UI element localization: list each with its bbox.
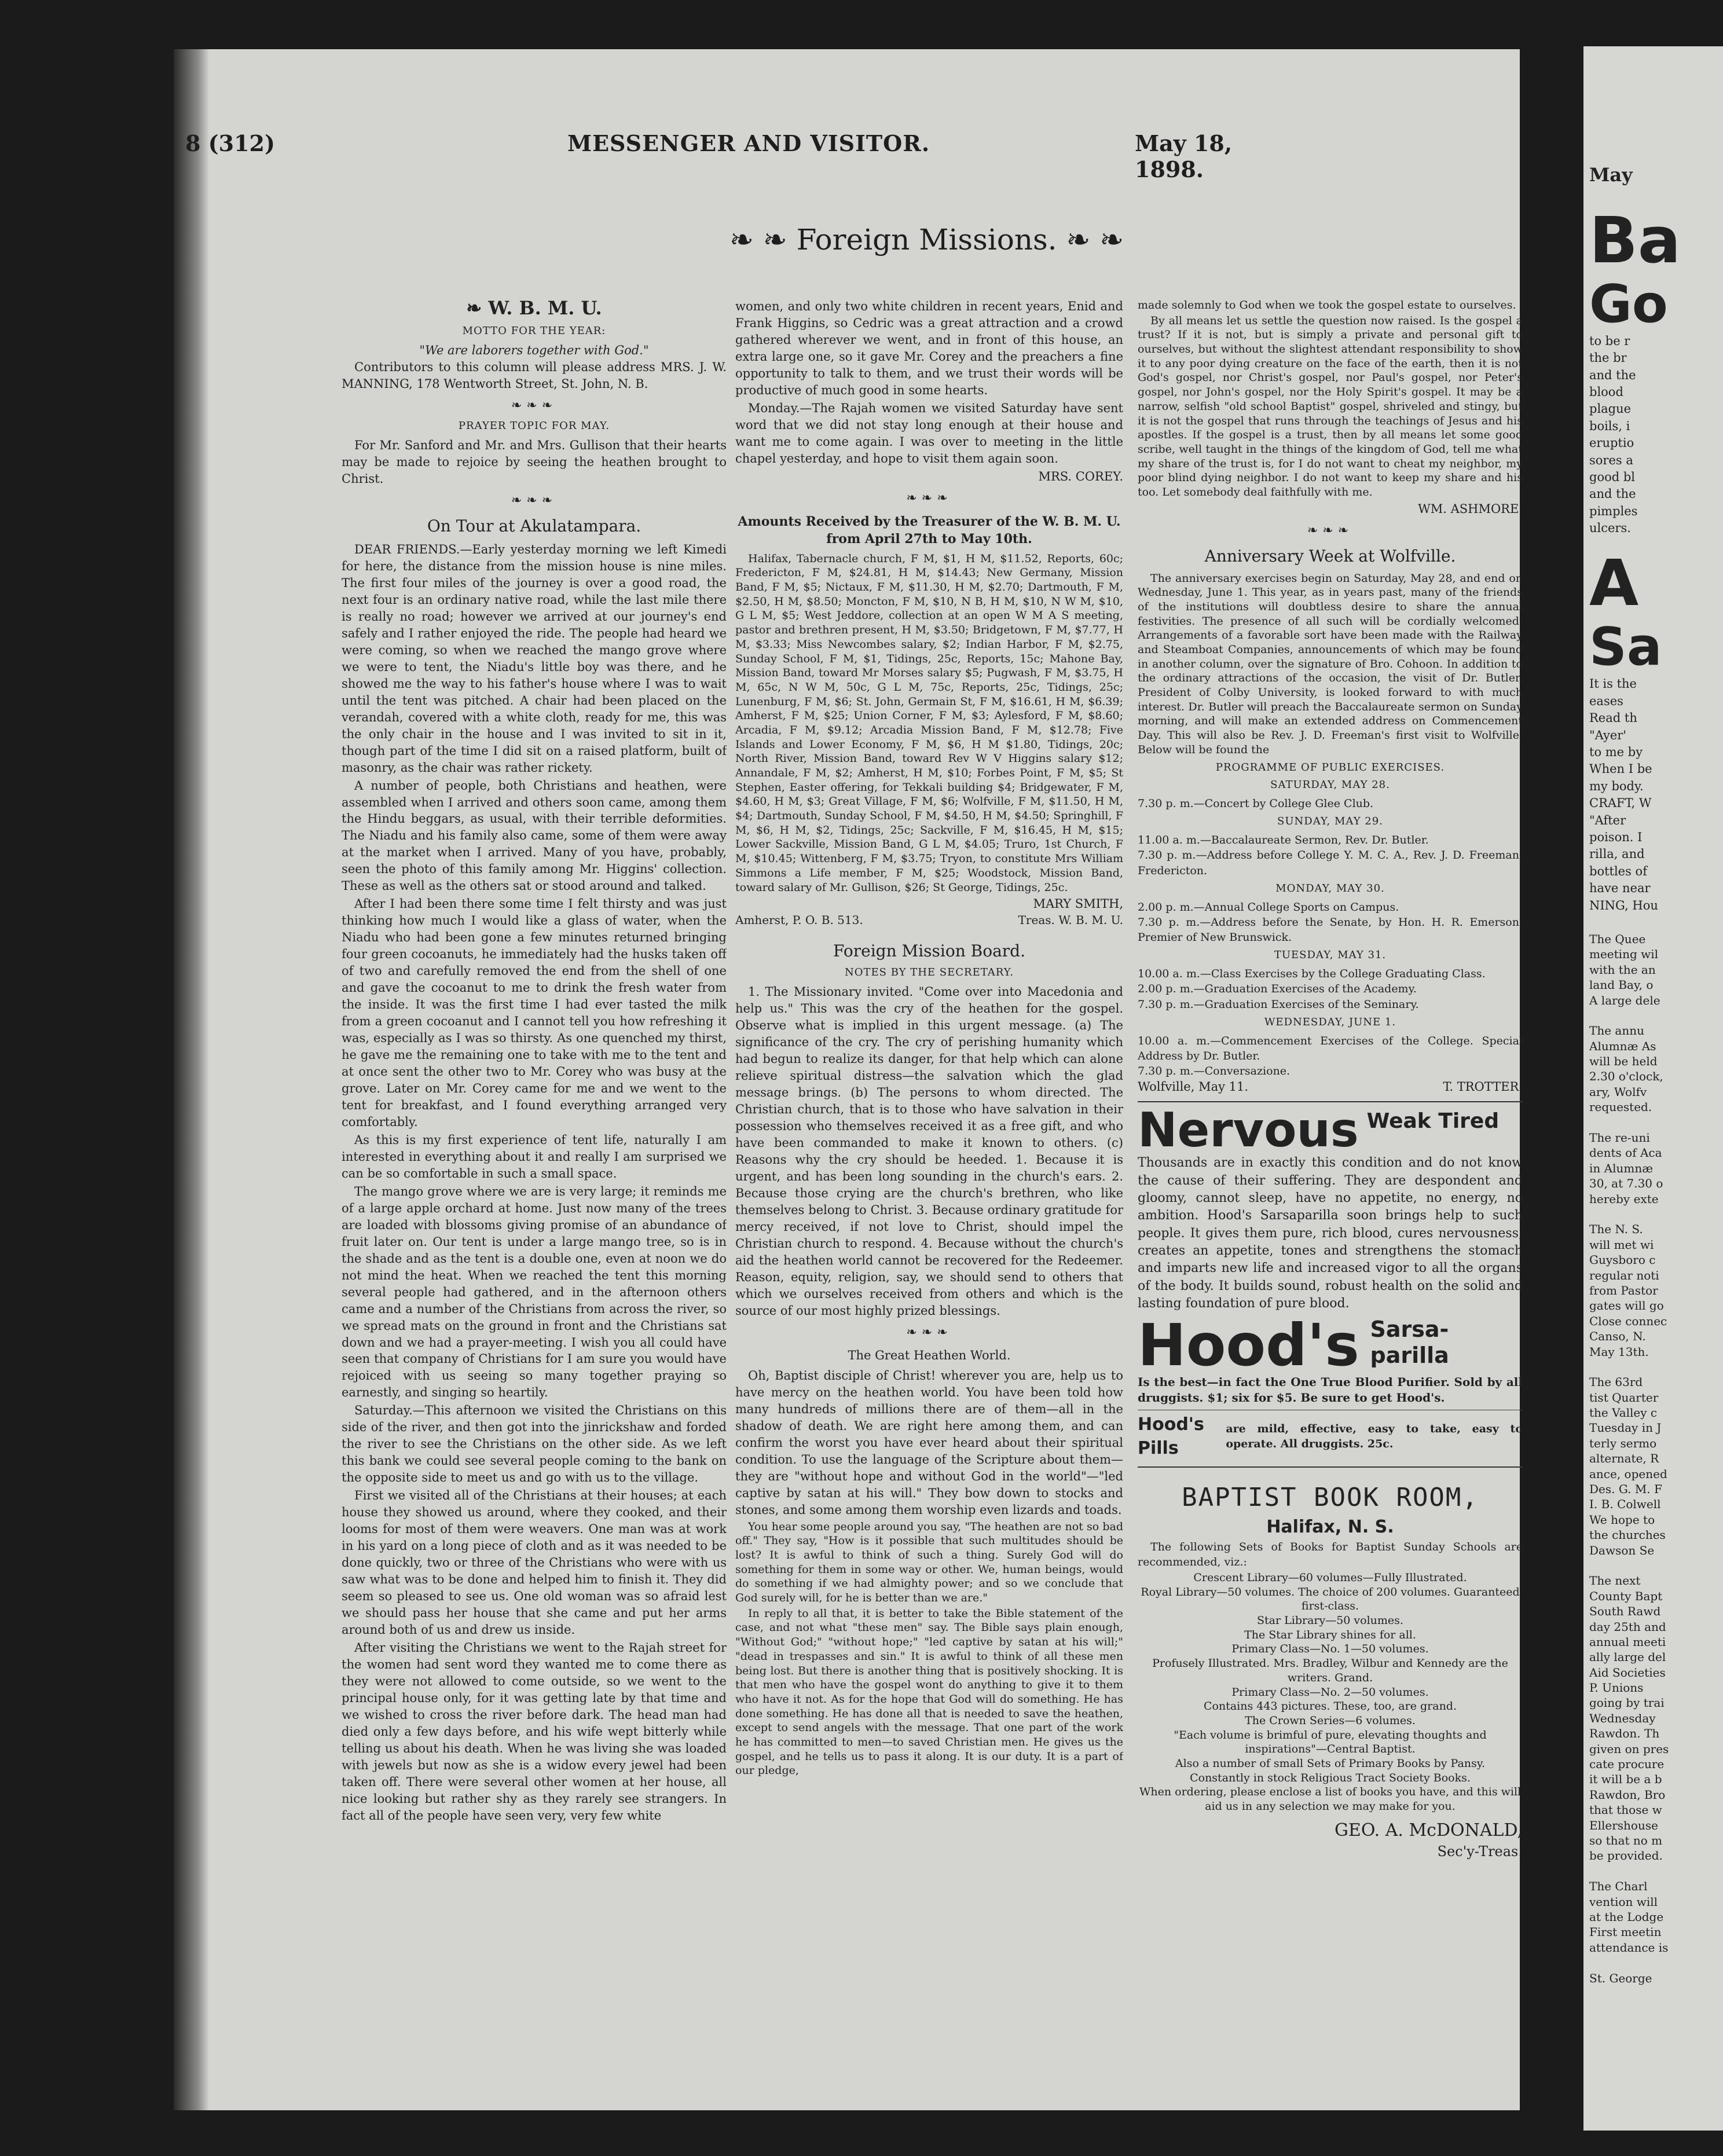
facing-text-line: May 13th. [1589,1344,1649,1359]
facing-text-line: land Bay, o [1589,978,1654,992]
facing-text-line [1589,1955,1723,1970]
signature: WM. ASHMORE. [1418,501,1523,516]
facing-text-line: When I be [1589,762,1652,776]
facing-text-line: hereby exte [1589,1191,1659,1206]
leaf-ornament-icon: ❧ [466,297,489,319]
bookroom-item: Royal Library—50 volumes. The choice of 200 volumes. Guaranteed first-class. [1141,1585,1520,1613]
prayer-topic-text: For Mr. Sanford and Mr. and Mrs. Gullison that their hearts may be made to rejoice by seeing the heathen brought to Christ. [342,438,727,486]
article-paragraph: By all means let us settle the question now raised. Is the gospel a trust? If it is not, but is simply a private and personal gift to ourselves, but without the slightest attendant responsibility to show it to any poor dying creature on the face of the earth, then it is not God's gospel, nor Christ's gospel, nor Paul's gospel, nor Peter's gospel, nor John's gospel, nor the Holy Spirit's gospel. It may be a narrow, selfish "old school Baptist" gospel, shriveled and stingy, but it is not the gospel that runs through the teachings of Jesus and his apostles. If the gospel is a trust, then by all means let some good scribe, well taught in the things of the kingdom of God, tell me what my share of the trust is, for I do not want to cheat my neighbor, my poor blind dying neighbor. I do not want to keep my share and his too. Let somebody deal faithfully with me. [1138,314,1523,498]
bookroom-item: Crescent Library—60 volumes—Fully Illustrated. [1193,1571,1467,1585]
facing-text-line: vention will [1589,1894,1658,1909]
bookroom-item: Also a number of small Sets of Primary Books by Pansy. [1175,1757,1486,1770]
treasurer-title: Treas. W. B. M. U. [1018,913,1123,927]
programme-line: 7.30 p. m.—Concert by College Glee Club. [1138,797,1374,811]
programme-line: 7.30 p. m.—Address before the Senate, by Hon. H. R. Emerson, Premier of New Brunswick. [1138,915,1523,944]
fmb-subheading: NOTES BY THE SECRETARY. [844,966,1014,979]
facing-text-line: "Ayer' [1589,728,1627,742]
bookroom-item: Constantly in stock Religious Tract Society Books. [1190,1771,1471,1784]
facing-text-line: good bl [1589,470,1636,484]
facing-text-line: and the [1589,487,1636,501]
facing-headline: A [1589,546,1639,621]
facing-text-line: CRAFT, W [1589,796,1652,811]
facing-text-line: Close connec [1589,1314,1667,1328]
facing-headline: Ba [1589,203,1681,277]
fmb-heading: Foreign Mission Board. [833,941,1025,960]
facing-text-line: the br [1589,351,1627,365]
anniversary-text: The anniversary exercises begin on Saturday, May 28, and end on Wednesday, June 1. This year, as in years past, many of the friends of the institutions will doubtless desire to share the annual festivities. The presence of all such will be cordially welcomed. Arrangements of a favorable sort have been made with the Railway and Steamboat Companies, announcements of which may be found in another column, over the signature of Bro. Cohoon. In addition to the ordinary attractions of the occasion, the visit of Dr. Butler, President of Colby University, is looked forward to with much interest. Dr. Butler will preach the Baccalaureate sermon on Sunday morning, and will make an extended address on Commencement Day. This will also be Rev. J. D. Freeman's first visit to Wolfville. Below will be found the [1138,571,1523,756]
programme-day: MONDAY, MAY 30. [1275,882,1385,894]
signature: MRS. COREY. [1038,469,1123,483]
programme-line: 7.30 p. m.—Address before College Y. M. C. A., Rev. J. D. Freeman, Fredericton. [1138,849,1523,877]
article-paragraph: women, and only two white children in recent years, Enid and Frank Higgins, so Cedric was a great attraction and a crowd gathered wherever we went, and in front of this house, an extra large one, so it gave Mr. Corey and the preachers a fine opportunity to talk to them, and we trust their words will be productive of much good in some hearts. [735,299,1123,397]
facing-text-line: The N. S. [1589,1222,1643,1237]
facing-text-line: The Quee [1589,932,1646,946]
facing-text-line: Read th [1589,711,1637,725]
facing-text-line: 2.30 o'clock, [1589,1069,1663,1084]
programme-day: SUNDAY, MAY 29. [1277,815,1383,828]
programme-day: SATURDAY, MAY 28. [1270,779,1390,791]
leaf-ornament-icon: ❧ ❧ [729,223,797,256]
facing-text-line: St. George [1589,1971,1652,1985]
bookroom-item: Contains 443 pictures. These, too, are grand. [1203,1700,1457,1713]
facing-text-line [1589,1558,1723,1573]
wbmu-heading: ❧ W. B. M. U. [466,297,602,319]
facing-page-column [1589,162,1723,2131]
programme-line: 11.00 a. m.—Baccalaureate Sermon, Rev. Dr. Butler. [1138,834,1429,847]
ad-headline-nervous: Nervous [1138,1103,1359,1158]
facing-text-line [1589,1008,1723,1023]
heathen-heading: The Great Heathen World. [848,1348,1011,1362]
nervous-advertisement [1138,1101,1523,1460]
facing-text-line: Rawdon. Th [1589,1726,1660,1741]
facing-text-line: pimples [1589,504,1638,518]
facing-text-line: ance, opened [1589,1466,1667,1481]
facing-text-line: NING, Hou [1589,898,1658,912]
facing-text-line: be provided. [1589,1849,1663,1863]
bookroom-signature: GEO. A. McDONALD, [1334,1820,1523,1840]
facing-text-line: It is the [1589,677,1637,691]
facing-text-line: the churches [1589,1528,1666,1542]
prayer-topic-heading: PRAYER TOPIC FOR MAY. [458,420,610,432]
facing-text-line: P. Unions [1589,1681,1644,1695]
article-paragraph: As this is my first experience of tent life, naturally I am interested in everything about it and really I am surprised we can be so comfortable in such a small space. [342,1132,727,1180]
ornament-divider-icon: ❧❧❧ [511,398,558,413]
facing-text-line: Rawdon, Bro [1589,1787,1666,1802]
facing-text-line: Ellershouse [1589,1818,1658,1832]
facing-text-line: boils, i [1589,419,1630,433]
facing-text-line: annual meeti [1589,1634,1666,1649]
bookroom-item: Primary Class—No. 2—50 volumes. [1231,1685,1429,1699]
ad-headline-hoods: Hood's [1138,1311,1359,1379]
treasurer-line [735,912,1123,929]
facing-text-line: have near [1589,881,1651,896]
bookroom-intro: The following Sets of Books for Baptist Sunday Schools are recommended, viz.: [1138,1540,1523,1568]
facing-text-line: County Bapt [1589,1589,1663,1603]
article-paragraph: After I had been there some time I felt thirsty and was just thinking how much I would like a glass of water, when the Niadu who had been gone a few minutes returned bringing four green cocoanuts, he immediately had the husks taken off of two and carefully removed the end from the shell of one and gave the cocoanut to me to drink the fresh water from the inside. It was the first time I had ever tasted the milk from a green cocoanut and I cannot tell you how refreshing it was, especially as I was so thirsty. As one quenched my thirst, he gave me the remaining one to take with me to the tent and at once sent the other two to Mr. Corey who was busy at the grove. Later on Mr. Corey came for me and we went to the tent for breakfast, and I found everything arranged very comfortably. [342,897,727,1129]
article-paragraph: A number of people, both Christians and heathen, were assembled when I arrived and others soon came, among them the Hindu beggars, as usual, with their terrible deformities. The Niadu and his family also came, some of them were away at the market when I arrived. Many of you have, probably, seen the photo of this family among Mr. Higgins' collection. These as well as the others sat or stood around and talked. [342,778,727,893]
programme-line: 7.30 p. m.—Graduation Exercises of the Seminary. [1138,998,1419,1011]
article-paragraph: First we visited all of the Christians at their houses; at each house they showed us around, where they cooked, and their looms for most of them were weavers. One man was at work in his yard on a long piece of cloth and as it was needed to be done quickly, two or three of the Christians who were with us saw what was to be done and helped him to finish it. They did seem so pleased to see us. One old woman was so afraid lest we should pass her house that she came and put her arms around both of us and drew us inside. [342,1488,727,1637]
programme-day: WEDNESDAY, JUNE 1. [1264,1015,1396,1028]
article-paragraph: Monday.—The Rajah women we visited Saturday have sent word that we did not stay long enough at their house and want me to come again. I was over to meeting in the little chapel yesterday, and hope to visit them again soon. [735,401,1123,465]
facing-headline: Go [1589,273,1668,335]
ornament-divider-icon: ❧❧❧ [906,490,952,505]
article-paragraph: After visiting the Christians we went to the Rajah street for the women had sent word they wanted me to come there as they were not allowed to come outside, so we went to the principal house only, for it was getting late by that time and we wished to cross the river before dark. The head man had died only a few days before, and his wife wept bitterly while telling us about his death. When he was living she was loaded with jewels but now as she is a widow every jewel had been taken off. There were several other women at her house, all nice looking but rather shy as they rarely see strangers. In fact all of the people have seen very, very few white [342,1640,727,1823]
facing-text-line: cate procure [1589,1757,1665,1772]
facing-text-line: The Charl [1589,1879,1648,1894]
article-paragraph: Oh, Baptist disciple of Christ! wherever you are, help us to have mercy on the heathen world. You have been told how many hundreds of millions there are of them—all in the shadow of death. We are right here among them, and can confirm the worst you have ever heard about their spiritual condition. To use the language of the Scripture about them—they are "without hope and without God in the world"—"led captive by satan at his will." They bow down to stocks and stones, and some among them worship even lizards and toads. [735,1368,1123,1517]
facing-text-line: eases [1589,694,1623,708]
bookroom-item: "Each volume is brimful of pure, elevating thoughts and inspirations"—Central Baptist. [1174,1728,1487,1756]
facing-text-line: First meetin [1589,1925,1662,1939]
facing-text-line: attendance is [1589,1940,1669,1955]
facing-text-line: will be held [1589,1054,1658,1069]
facing-text-line: ary, Wolfv [1589,1084,1647,1099]
article-paragraph: In reply to all that, it is better to take the Bible statement of the case, and not what "these men" say. The Bible says plain enough, "Without God;" "without hope;" "led captive by satan at his will;" "dead in trespasses and sin." It is awful to think of all these men being lost. But there is another thing that is positively shocking. It is that men who have the gospel wont do anything to give it to them who have it not. As for the hope that God will do something. He has done something. He has done all that is needed to save the heathen, except to send angels with the message. That one part of the work he has committed to men—to saved Christian men. He gives us the gospel, and he tells us to pass it along. It is our duty. It is a part of our pledge, [735,1607,1123,1777]
facing-text-line [1589,1207,1723,1222]
book-spine [174,49,208,2110]
amounts-list: Halifax, Tabernacle church, F M, $1, H M, $11.52, Reports, 60c; Fredericton, F M, $24.81, H M, $14.43; New Germany, Mission Band, F M, $5; Nictaux, F M, $11.30, H M, $2.70; Dartmouth, F M, $2.50, H M, $8.50; Moncton, F M, $10, N B, H M, $10, N W M, $10, G L M, $5; West Jeddore, collection at an open W M A S meeting, pastor and brethren present, H M, $3.50; Bridgetown, F M, $7.77, H M, $3.33; Miss Newcombes salary, $2; Indian Harbor, F M, $2.75, Sunday School, F M, $1, Tidings, 25c, Reports, 15c; Mahone Bay, Mission Band, toward Mr Morses salary $5; Pugwash, F M, $3.75, H M, 65c, N W M, 50c, G L M, 75c, Reports, 25c, Tidings, 25c; Lunenburg, F M, $6; St. John, Germain St, F M, $16.61, H M, $6.39; Amherst, F M, $25; Union Corner, F M, $3; Aylesford, F M, $8.60; Arcadia, F M, $9.12; Arcadia Mission Band, F M, $12.78; Five Islands and Lower Economy, F M, $6, H M $1.80, Tidings, 20c; North River, Mission Band, toward Rev W V Higgins salary $12; Annandale, F M, $2; Amherst, H M, $10; Forbes Point, F M, $5; St Stephen, Easter offering, for Tekkali building $4; Bridgewater, F M, $4.60, H M, $3; Great Village, F M, $6; Wolfville, F M, $11.50, H M, $4; Dartmouth, Sunday School, F M, $4.50, H M, $4.50; Springhill, F M, $6, H M, $2, Tidings, 25c; Sackville, F M, $16.45, H M, $15; Lower Sackville, Mission Band, G L M, $4.05; Truro, 1st Church, F M, $10.45; Wittenberg, F M, $3.75; Tryon, to constitute Mrs William Simmons a Life member, F M, $25; Woodstock, Mission Band, toward salary of Mr. Gullison, $26; St George, Tidings, 25c. [735,552,1123,894]
page-number: 8 (312) [185,130,275,156]
facing-text-line: requested. [1589,1100,1652,1114]
facing-text-line: at the Lodge [1589,1909,1664,1924]
facing-text-line: alternate, R [1589,1451,1659,1466]
facing-text-line: Aid Societies [1589,1665,1666,1680]
newspaper-title: MESSENGER AND VISITOR. [567,130,930,156]
bookroom-place: Halifax, N. S. [1266,1517,1394,1538]
facing-text-line: poison. I [1589,830,1643,844]
bookroom-signature-title: Sec'y-Treas. [1437,1843,1523,1860]
ad-headline-weak-tired: Weak Tired [1366,1109,1500,1134]
column-2 [735,298,1123,2035]
facing-text-line: "After [1589,813,1626,827]
facing-text-line: 30, at 7.30 o [1589,1176,1663,1191]
facing-text-line: The 63rd [1589,1375,1643,1389]
programme-line: 10.00 a. m.—Commencement Exercises of the College. Special Address by Dr. Butler. [1138,1034,1523,1062]
programme-schedule [1138,778,1523,1079]
article-paragraph: The mango grove where we are is very large; it reminds me of a large apple orchard at home. Just now many of the trees are loaded with blossoms giving promise of an abundance of fruit later on. Our tent is under a large mango tree, so is in the shade and as the tent is a double one, even at noon we do not mind the heat. When we reached the tent this morning several people had gathered, and in the afternoon others came and a number of the Christians from across the river, so we spread mats on the ground in front and the Christians sat down and we had a prayer-meeting. I wish you all could have seen that company of Christians for I am sure you would have rejoiced with us seeing so many together praying so earnestly, and singing so heartily. [342,1184,727,1400]
ad-tagline: Is the best—in fact the One True Blood Purifier. Sold by all druggists. $1; six for $5. Be sure to get Hood's. [1138,1374,1523,1405]
facing-text-line: We hope to [1589,1512,1655,1527]
facing-text-line: plague [1589,402,1632,416]
facing-text-line: given on pres [1589,1741,1669,1756]
contributors-note: Contributors to this column will please address MRS. J. W. MANNING, 178 Wentworth Street, St. John, N. B. [342,360,727,391]
issue-date: May 18, 1898. [1135,130,1233,182]
leaf-ornament-icon: ❧ ❧ [1057,223,1124,256]
facing-text-line: day 25th and [1589,1619,1666,1634]
bookroom-list [1138,1571,1523,1814]
facing-text-block [1589,676,1723,914]
facing-text-line [1589,1115,1723,1130]
programme-line: 2.00 p. m.—Graduation Exercises of the Academy. [1138,982,1417,996]
facing-text-line: Alumnæ As [1589,1039,1656,1053]
facing-text-line: Wednesday [1589,1711,1656,1725]
treasurer-address: Amherst, P. O. B. 513. [735,913,863,927]
facing-text-line: The re-uni [1589,1131,1650,1145]
facing-text-line: eruptio [1589,436,1634,450]
facing-text-line: Tuesday in J [1589,1421,1662,1435]
facing-text-line: will met wi [1589,1237,1654,1252]
facing-text-line: so that no m [1589,1834,1663,1847]
article-paragraph: You hear some people around you say, "The heathen are not so bad off." They say, "How is it possible that such multitudes should be lost? It is awful to think of such a thing. Surely God will do something for them in some way or other. We, human beings, would do something if we had almighty power; and so we conclude that God surely will, for he is better than we are." [735,1520,1123,1605]
programme-line: 2.00 p. m.—Annual College Sports on Campus. [1138,900,1399,914]
facing-text-line: Des. G. M. F [1589,1482,1662,1497]
facing-text-line: dents of Aca [1589,1146,1662,1160]
bookroom-item: Star Library—50 volumes. [1257,1614,1403,1627]
facing-text-line: meeting wil [1589,947,1659,962]
facing-text-line: The next [1589,1574,1641,1588]
bookroom-item: The Crown Series—6 volumes. [1245,1714,1416,1727]
facing-text-line [1589,1359,1723,1374]
facing-text-line: in Alumnæ [1589,1161,1653,1175]
bookroom-item: When ordering, please enclose a list of books you have, and this will aid us in any selection we may make for you. [1139,1785,1522,1813]
programme-line: 10.00 a. m.—Class Exercises by the College Graduating Class. [1138,967,1486,981]
column-1 [342,289,727,2038]
bookroom-title: BAPTIST BOOK ROOM, [1182,1482,1479,1512]
facing-text-line [1589,1864,1723,1879]
facing-text-line: my body. [1589,779,1644,793]
article-paragraph: made solemnly to God when we took the gospel estate to ourselves. [1138,299,1516,311]
amounts-heading: Amounts Received by the Treasurer of the W. B. M. U. from April 27th to May 10th. [738,514,1121,547]
ad-pills-text: are mild, effective, easy to take, easy to operate. All druggists. 25c. [1226,1422,1523,1451]
anniversary-place-date: Wolfville, May 11. [1138,1080,1249,1094]
facing-text-line: bottles of [1589,864,1647,878]
article-heading: On Tour at Akulatampara. [427,516,641,536]
facing-text-line: with the an [1589,962,1656,977]
facing-text-line: tist Quarter [1589,1390,1659,1405]
section-title [729,223,1124,256]
facing-text-line: gates will go [1589,1299,1664,1313]
facing-text-line: from Pastor [1589,1283,1658,1297]
facing-text-line: going by trai [1589,1696,1665,1710]
fmb-text: 1. The Missionary invited. "Come over into Macedonia and help us." This was the cry of the heathen for the gospel. Observe what is implied in this urgent message. (a) The significance of the cry. The cry of perishing humanity which had begun to realize its danger, for that help which can alone relieve spiritual distress—the salvation which the glad message brings. (b) The persons to whom directed. The Christian church, that is to those who have salvation in their possession who themselves received it as a free gift, and who have been commanded to make it known to others. (c) Reasons why the cry should be heeded. 1. Because it is urgent, and has been long sounding in the church's ears. 2. Because those crying are the church's brethren, who like themselves belong to Christ. 3. Because ordinary gratitude for mercy received, if not love to Christ, should impel the Christian church to respond. 4. Because without the church's aid the heathen world cannot be recovered for the Redeemer. Reason, equity, religion, say, we should send to others that which we ourselves received from others and which is the source of our most highly prized blessings. [735,985,1123,1318]
facing-text-line: it will be a b [1589,1772,1662,1787]
anniversary-footer [1138,1079,1523,1095]
treasurer-name: MARY SMITH, [1033,897,1123,911]
programme-day: TUESDAY, MAY 31. [1274,949,1387,962]
facing-notices [1589,932,1723,1986]
facing-text-line: Dawson Se [1589,1543,1655,1557]
facing-text-line: ally large del [1589,1650,1666,1664]
programme-heading: PROGRAMME OF PUBLIC EXERCISES. [1215,761,1445,773]
ornament-divider-icon: ❧❧❧ [906,1325,952,1340]
facing-text-line: to me by [1589,745,1643,760]
column-3 [1138,298,1523,2035]
bookroom-item: Profusely Illustrated. Mrs. Bradley, Wilbur and Kennedy are the writers. Grand. [1152,1657,1508,1684]
anniversary-heading: Anniversary Week at Wolfville. [1204,546,1456,566]
facing-text-line: that those w [1589,1803,1662,1817]
bookroom-advertisement [1138,1466,1523,1862]
facing-page-date: May [1589,164,1633,186]
section-title-text: Foreign Missions. [796,223,1057,256]
facing-text-line: terly sermo [1589,1436,1657,1450]
bookroom-item: The Star Library shines for all. [1244,1628,1416,1641]
motto-label: MOTTO FOR THE YEAR: [462,325,606,338]
facing-text-line: to be r [1589,333,1630,348]
article-paragraph: Saturday.—This afternoon we visited the Christians on this side of the river, and then got into the jinrickshaw and forded the river to see the Christians on the other side. As we left this bank we could see several people coming to the bank on the opposite side to meet us and go with us to the village. [342,1403,727,1485]
ornament-divider-icon: ❧❧❧ [1307,523,1354,538]
ornament-divider-icon: ❧❧❧ [511,493,558,508]
facing-text-line: ulcers. [1589,521,1631,536]
facing-headline: Sa [1589,617,1662,678]
facing-text-line: A large dele [1589,993,1660,1007]
facing-text-line: blood [1589,384,1623,399]
ad-headline-sarsaparilla: Sarsa- parilla [1370,1316,1449,1369]
motto: "We are laborers together with God." [419,343,649,357]
facing-text-line: rilla, and [1589,847,1645,861]
article-paragraph: DEAR FRIENDS.—Early yesterday morning we left Kimedi for here, the distance from the mission house is nine miles. The first four miles of the journey is over a good road, the next four is an ordinary native road, while the last mile there is really no road; however we arrived at our journey's end safely and I rather enjoyed the ride. The people had heard we were coming, so when we reached the mango grove where we were to tent, the Niadu's little boy was there, and he showed me the way to his father's house where I was to wait until the tent was pitched. A chair had been placed on the verandah, covered with a white cloth, ready for me, this was the only chair in the house and I was invited to sit in it, though part of the time I did sit on a raised platform, built of masonry, as the chair was rather rickety. [342,542,727,775]
anniversary-signature: T. TROTTER. [1443,1080,1523,1094]
facing-text-line: The annu [1589,1024,1644,1038]
ad-hoods-pills: Hood's Pills [1138,1414,1204,1459]
facing-text-line: the Valley c [1589,1406,1658,1420]
bookroom-item: Primary Class—No. 1—50 volumes. [1231,1642,1429,1656]
facing-text-block [1589,333,1723,537]
programme-line: 7.30 p. m.—Conversazione. [1138,1065,1291,1078]
facing-text-line: I. B. Colwell [1589,1497,1661,1512]
facing-text-line: South Rawd [1589,1604,1661,1619]
ad-body: Thousands are in exactly this condition and do not know the cause of their suffering. They are despondent and gloomy, cannot sleep, have no appetite, no energy, no ambition. Hood's Sarsaparilla soon brings help to such people. It gives them pure, rich blood, cures nervousness, creates an appetite, tones and strengthens the stomach and imparts new life and increased vigor to all the organs of the body. It builds sound, robust health on the solid and lasting foundation of pure blood. [1138,1156,1523,1311]
facing-text-line: Canso, N. [1589,1329,1646,1344]
facing-text-line: sores a [1589,453,1633,467]
facing-text-line: regular noti [1589,1268,1659,1282]
facing-text-line: and the [1589,368,1636,382]
facing-text-line: Guysboro c [1589,1253,1656,1267]
